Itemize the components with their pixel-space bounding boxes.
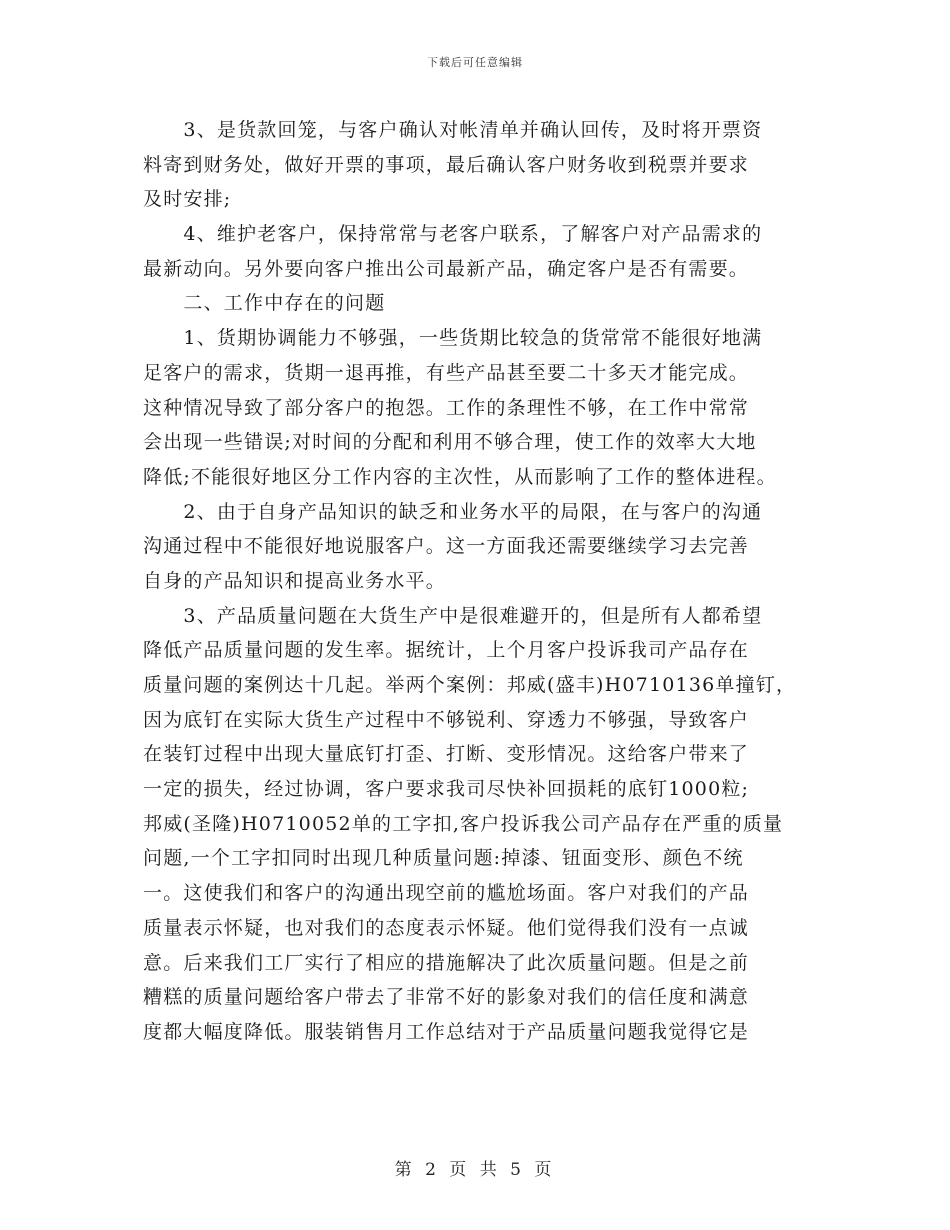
text-line: 这种情况导致了部分客户的抱怨。工作的条理性不够，在工作中常常 bbox=[143, 396, 750, 419]
text-line: 1、货期协调能力不够强，一些货期比较急的货常常不能很好地满 bbox=[143, 327, 763, 350]
text-line: 及时安排; bbox=[143, 188, 232, 211]
text-line: 降低;不能很好地区分工作内容的主次性，从而影响了工作的整体进程。 bbox=[143, 465, 777, 488]
page-header: 下载后可任意编辑 bbox=[427, 56, 523, 69]
text-line: 2、由于自身产品知识的缺乏和业务水平的局限，在与客户的沟通 bbox=[143, 500, 763, 523]
text-line: 邦威(圣隆)H0710052单的工字扣,客户投诉我公司产品存在严重的质量 bbox=[143, 812, 784, 835]
text-line: 自身的产品知识和提高业务水平。 bbox=[143, 569, 447, 592]
text-line: 质量表示怀疑，也对我们的态度表示怀疑。他们觉得我们没有一点诚 bbox=[143, 916, 750, 939]
text-line: 因为底钉在实际大货生产过程中不够锐利、穿透力不够强，导致客户 bbox=[143, 708, 750, 731]
text-line: 沟通过程中不能很好地说服客户。这一方面我还需要继续学习去完善 bbox=[143, 535, 750, 558]
text-line: 会出现一些错误;对时间的分配和利用不够合理，使工作的效率大大地 bbox=[143, 431, 757, 454]
text-line: 3、是货款回笼，与客户确认对帐清单并确认回传，及时将开票资 bbox=[143, 119, 763, 141]
text-line: 4、维护老客户，保持常常与老客户联系，了解客户对产品需求的 bbox=[143, 223, 763, 246]
text-line: 3、产品质量问题在大货生产中是很难避开的，但是所有人都希望 bbox=[143, 604, 763, 627]
text-line: 料寄到财务处，做好开票的事项，最后确认客户财务收到税票并要求 bbox=[143, 153, 750, 176]
text-line: 糟糕的质量问题给客户带去了非常不好的影象对我们的信任度和满意 bbox=[143, 986, 750, 1009]
text-line: 问题,一个工字扣同时出现几种质量问题:掉漆、钮面变形、颜色不统 bbox=[143, 847, 744, 870]
text-line: 一定的损失，经过协调，客户要求我司尽快补回损耗的底钉1000粒; bbox=[143, 778, 750, 801]
text-line: 一。这使我们和客户的沟通出现空前的尴尬场面。客户对我们的产品 bbox=[143, 882, 750, 905]
text-line: 在装钉过程中出现大量底钉打歪、打断、变形情况。这给客户带来了 bbox=[143, 743, 750, 766]
text-line: 质量问题的案例达十几起。举两个案例：邦威(盛丰)H0710136单撞钉， bbox=[143, 674, 797, 696]
text-line: 最新动向。另外要向客户推出公司最新产品，确定客户是否有需要。 bbox=[143, 257, 750, 280]
text-line: 足客户的需求，货期一退再推，有些产品甚至要二十多天才能完成。 bbox=[143, 361, 750, 384]
text-line: 意。后来我们工厂实行了相应的措施解决了此次质量问题。但是之前 bbox=[143, 951, 750, 974]
text-line: 度都大幅度降低。服装销售月工作总结对于产品质量问题我觉得它是 bbox=[143, 1020, 750, 1043]
page-number-footer: 第 2 页 共 5 页 bbox=[394, 1160, 556, 1180]
section-heading: 二、工作中存在的问题 bbox=[143, 292, 386, 315]
text-line: 降低产品质量问题的发生率。据统计，上个月客户投诉我司产品存在 bbox=[143, 639, 750, 662]
document-body bbox=[143, 113, 815, 1050]
